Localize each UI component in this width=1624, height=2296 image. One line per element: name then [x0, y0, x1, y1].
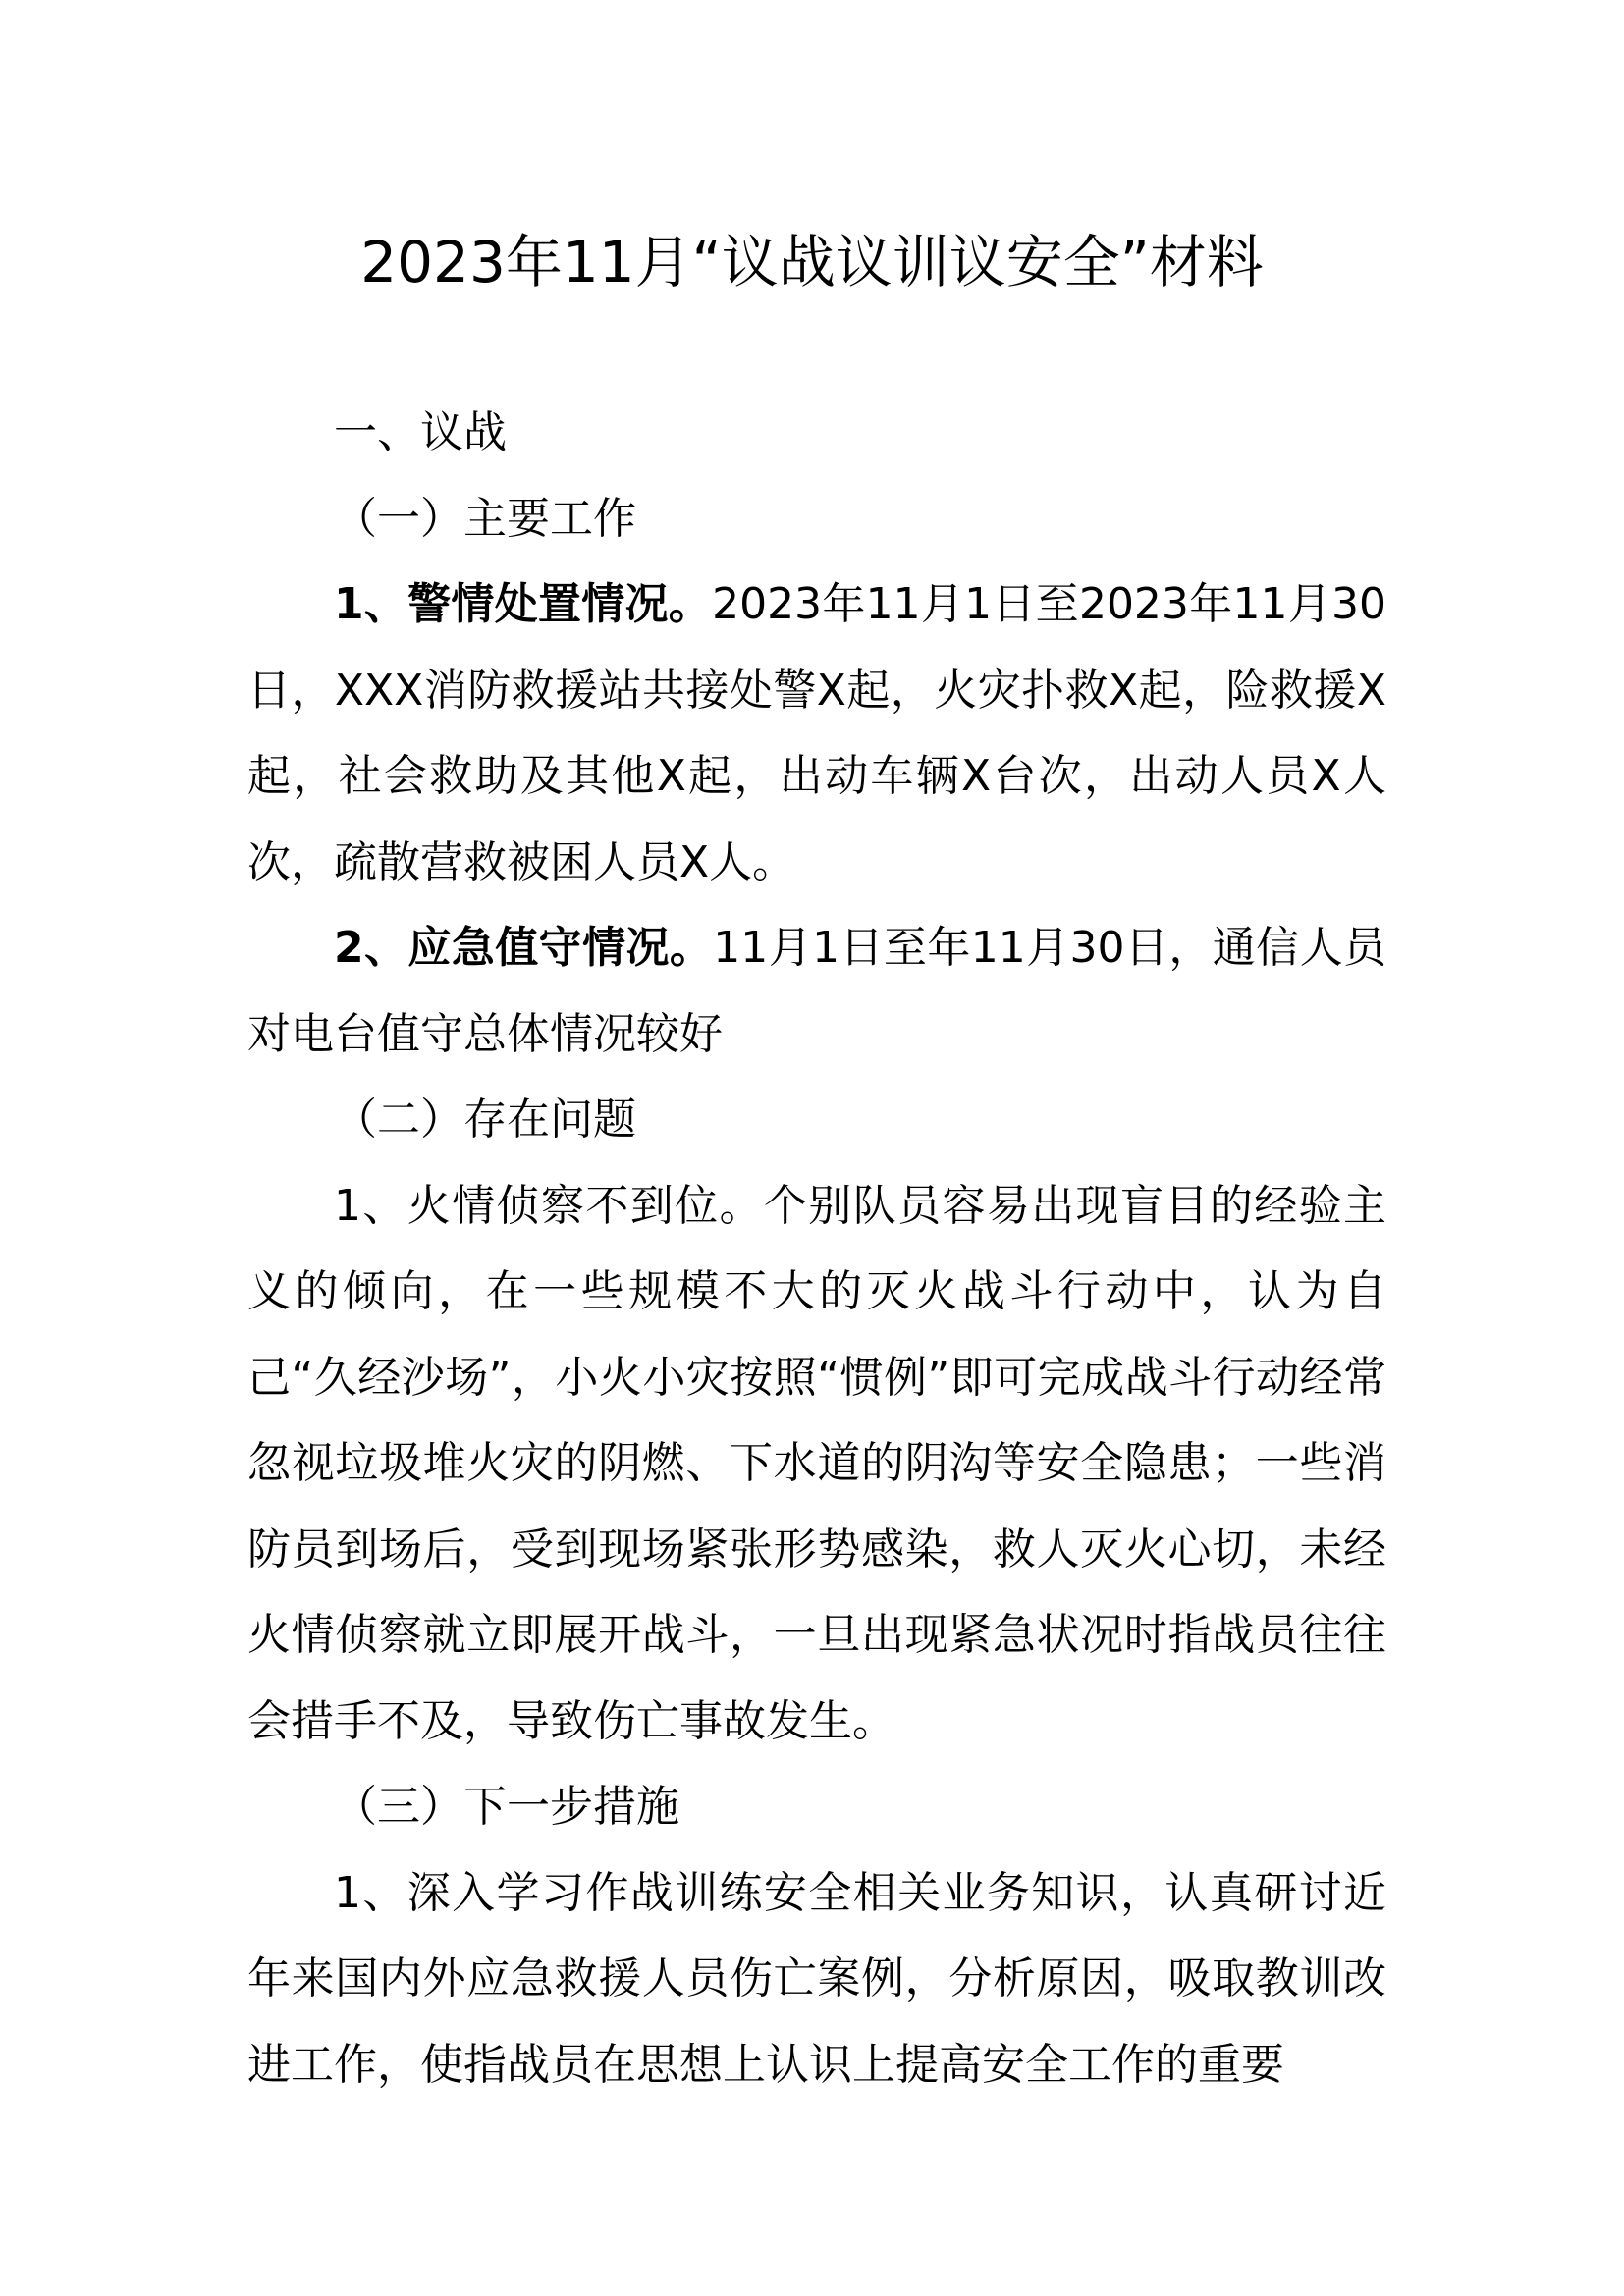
subsection-heading-next-steps: （三）下一步措施 [334, 1782, 679, 1832]
subsection-heading-main-work: （一）主要工作 [334, 493, 636, 544]
paragraph-text-emergency-duty: 11月1日至年11月30日，通信人员对电台值守总体情况较好 [247, 923, 1386, 1059]
paragraph-lead-alarm-handling: 1、警情处置情况。 [334, 579, 713, 629]
paragraph-text-alarm-handling: 2023年11月1日至2023年11月30日，XXX消防救援站共接处警X起，火灾扑救X起，险救援X起，社会救助及其他X起，出动车辆X台次，出动人员X人次，疏散营救被困人员X人。 [247, 579, 1386, 887]
subsection-heading-problems: （二）存在问题 [334, 1095, 636, 1145]
paragraph-lead-emergency-duty: 2、应急值守情况。 [334, 923, 714, 973]
paragraph-problem-fire-reconnaissance: 1、火情侦察不到位。个别队员容易出现盲目的经验主义的倾向，在一些规模不大的灭火战斗行动中，认为自己“久经沙场”，小火小灾按照“惯例”即可完成战斗行动经常忽视垃圾堆火灾的阴燃、下水道的阴沟等安全隐患；一些消防员到场后，受到现场紧张形势感染，救人灭火心切，未经火情侦察就立即展开战斗，一旦出现紧急状况时指战员往往会措手不及，导致伤亡事故发生。 [247, 1180, 1386, 1746]
document-title: 2023年11月“议战议训议安全”材料 [360, 229, 1264, 295]
document-body [247, 390, 1386, 2108]
paragraph-emergency-duty [247, 905, 1386, 1077]
paragraph-measure-study: 1、深入学习作战训练安全相关业务知识，认真研讨近年来国内外应急救援人员伤亡案例，分析原因，吸取教训改进工作，使指战员在思想上认识上提高安全工作的重要 [247, 1867, 1386, 2090]
section-heading-discuss-combat: 一、议战 [334, 407, 507, 457]
paragraph-alarm-handling [247, 561, 1386, 905]
